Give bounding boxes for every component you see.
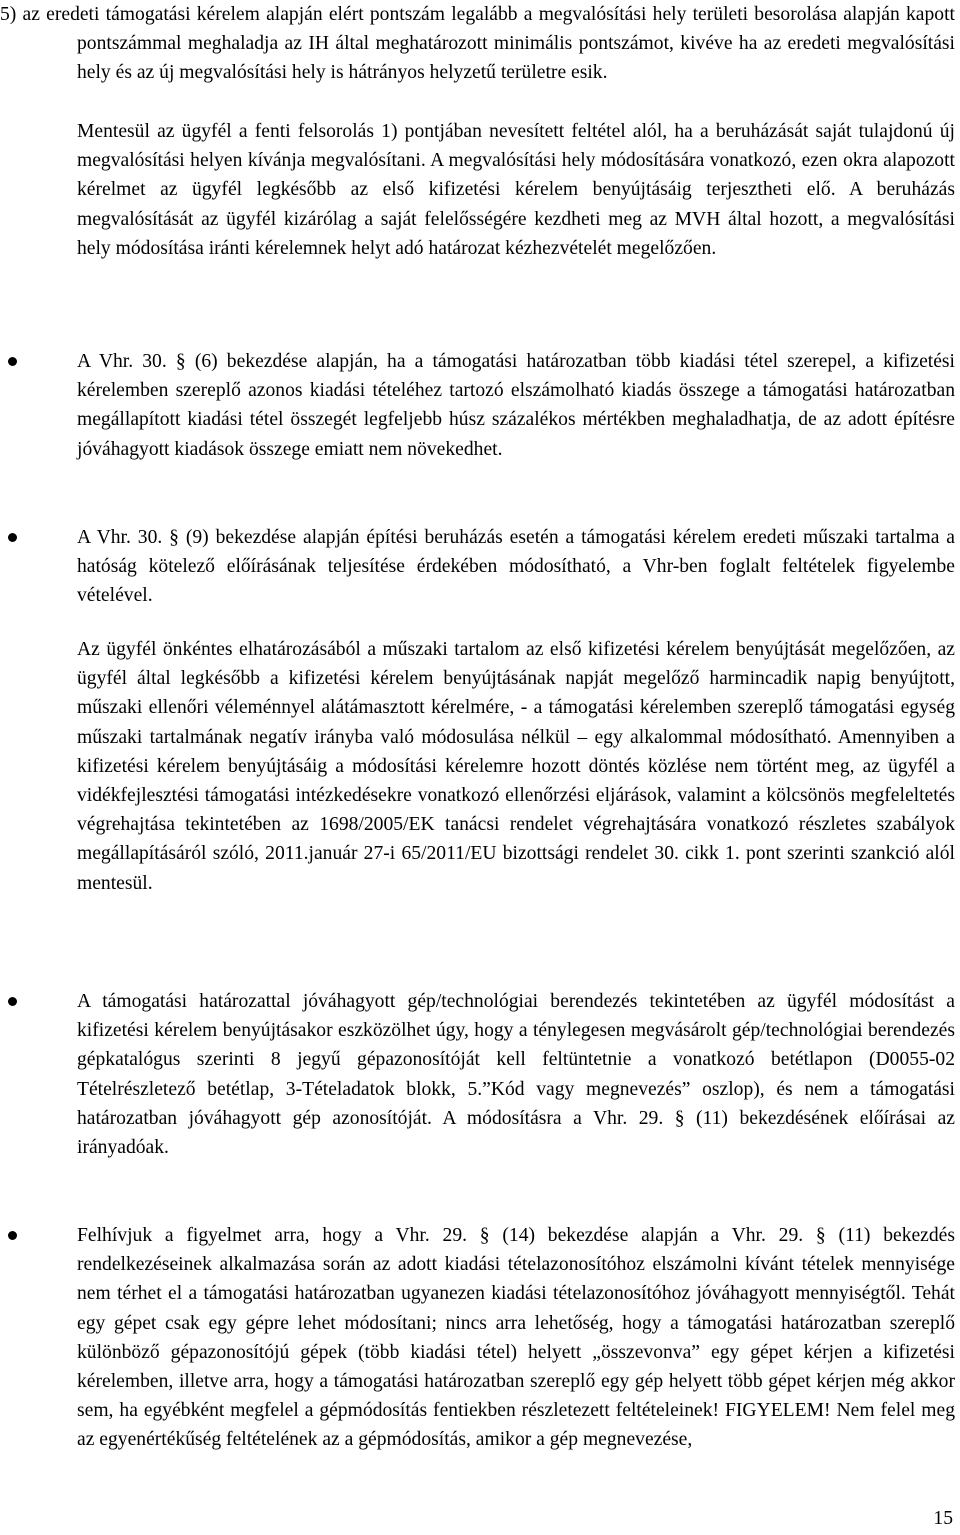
page-number: 15 bbox=[933, 1508, 953, 1529]
paragraph-voluntary-modification: Az ügyfél önkéntes elhatározásából a műszaki tartalom az első kifizetési kérelem benyújtását megelőzően, az ügyfél által legkésőbb a kifizetési kérelem benyújtásának napját megelőző harmincadik napig benyújtott, műszaki ellenőri véleménnyel alátámasztott kérelmére, - a támogatási kérelemben szereplő támogatási egység műszaki tartalmának negatív irányba való módosulása nélkül – egy alkalommal módosítható. Amennyiben a kifizetési kérelem benyújtásáig a módosítási kérelemre hozott döntés közlése nem történt meg, az ügyfél a vidékfejlesztési támogatási intézkedésekre vonatkozó ellenőrzési eljárások, valamint a kölcsönös megfeleltetés végrehajtása tekintetében az 1698/2005/EK tanácsi rendelet végrehajtására vonatkozó részletes szabályok megállapításáról szóló, 2011.január 27-i 65/2011/EU bizottsági rendelet 30. cikk 1. pont szerinti szankció alól mentesül. bbox=[77, 639, 955, 894]
bullet-icon bbox=[8, 357, 17, 366]
bullet-paragraph-vhr-30-6: A Vhr. 30. § (6) bekezdése alapján, ha a támogatási határozatban több kiadási tétel szerepel, a kifizetési kérelemben szereplő azonos kiadási tételéhez tartozó elszámolható kiadás összege a támogatási határozatban megállapított kiadási tétel összegét legfeljebb húsz százalékos mértékben meghaladhatja, de az adott építésre jóváhagyott kiadások összege emiatt nem növekedhet. bbox=[77, 351, 955, 460]
bullet-paragraph-machine-modification: A támogatási határozattal jóváhagyott gép/technológiai berendezés tekintetében az ügyfél módosítást a kifizetési kérelem benyújtásakor eszközölhet úgy, hogy a ténylegesen megvásárolt gép/technológiai berendezés gépkatalógus szerinti 8 jegyű gépazonosítóját kell feltüntetnie a vonatkozó betétlapon (D0055-02 Tételrészletező betétlap, 3-Tételadatok blokk, 5.”Kód vagy megnevezés” oszlop), és nem a támogatási határozatban jóváhagyott gép azonosítóját. A módosításra a Vhr. 29. § (11) bekezdésének előírásai az irányadóak. bbox=[77, 991, 955, 1159]
bullet-icon bbox=[8, 533, 17, 542]
bullet-paragraph-vhr-30-9: A Vhr. 30. § (9) bekezdése alapján építési beruházás esetén a támogatási kérelem eredeti műszaki tartalma a hatóság kötelező előírásának teljesítése érdekében módosítható, a Vhr-ben foglalt feltételek figyelembe vételével. bbox=[77, 527, 955, 607]
bullet-paragraph-attention: Felhívjuk a figyelmet arra, hogy a Vhr. 29. § (14) bekezdése alapján a Vhr. 29. § (11) bekezdés rendelkezéseinek alkalmazása során az adott kiadási tételazonosítóhoz elszámolni kívánt tételek mennyisége nem térhet el a támogatási határozatban ugyanezen kiadási tételazonosítóhoz jóváhagyott mennyiségtől. Tehát egy gépet csak egy gépre lehet módosítani; nincs arra lehetőség, hogy a támogatási határozatban szereplő különböző gépazonosítójú gépek (több kiadási tétel) helyett „összevonva” egy gépet kérjen a kifizetési kérelemben, illetve arra, hogy a támogatási határozatban szereplő egy gép helyett több gépet kérjen még akkor sem, ha egyébként megfelel a gépmódosítás fentiekben részletezett feltételeinek! FIGYELEM! Nem felel meg az egyenértékűség feltételének az a gépmódosítás, amikor a gép megnevezése, bbox=[77, 1225, 955, 1451]
bullet-icon bbox=[8, 997, 17, 1006]
paragraph-item-5-text: 5) az eredeti támogatási kérelem alapján elért pontszám legalább a megvalósítási hely területi besorolása alapján kapott pontszámmal meghaladja az IH által meghatározott minimális pontszámot, kivéve ha az eredeti megvalósítási hely és az új megvalósítási hely is hátrányos helyzetű területre esik. bbox=[0, 4, 955, 84]
bullet-icon bbox=[8, 1231, 17, 1240]
paragraph-exemption: Mentesül az ügyfél a fenti felsorolás 1) pontjában nevesített feltétel alól, ha a beruházását saját tulajdonú új megvalósítási helyen kívánja megvalósítani. A megvalósítási hely módosítására vonatkozó, ezen okra alapozott kérelmet az ügyfél legkésőbb az első kifizetési kérelem benyújtásáig terjesztheti elő. A beruházás megvalósítását az ügyfél kizárólag a saját felelősségére kezdheti meg az MVH által hozott, a megvalósítási hely módosítása iránti kérelemnek helyt adó határozat kézhezvételét megelőzően. bbox=[77, 121, 955, 259]
